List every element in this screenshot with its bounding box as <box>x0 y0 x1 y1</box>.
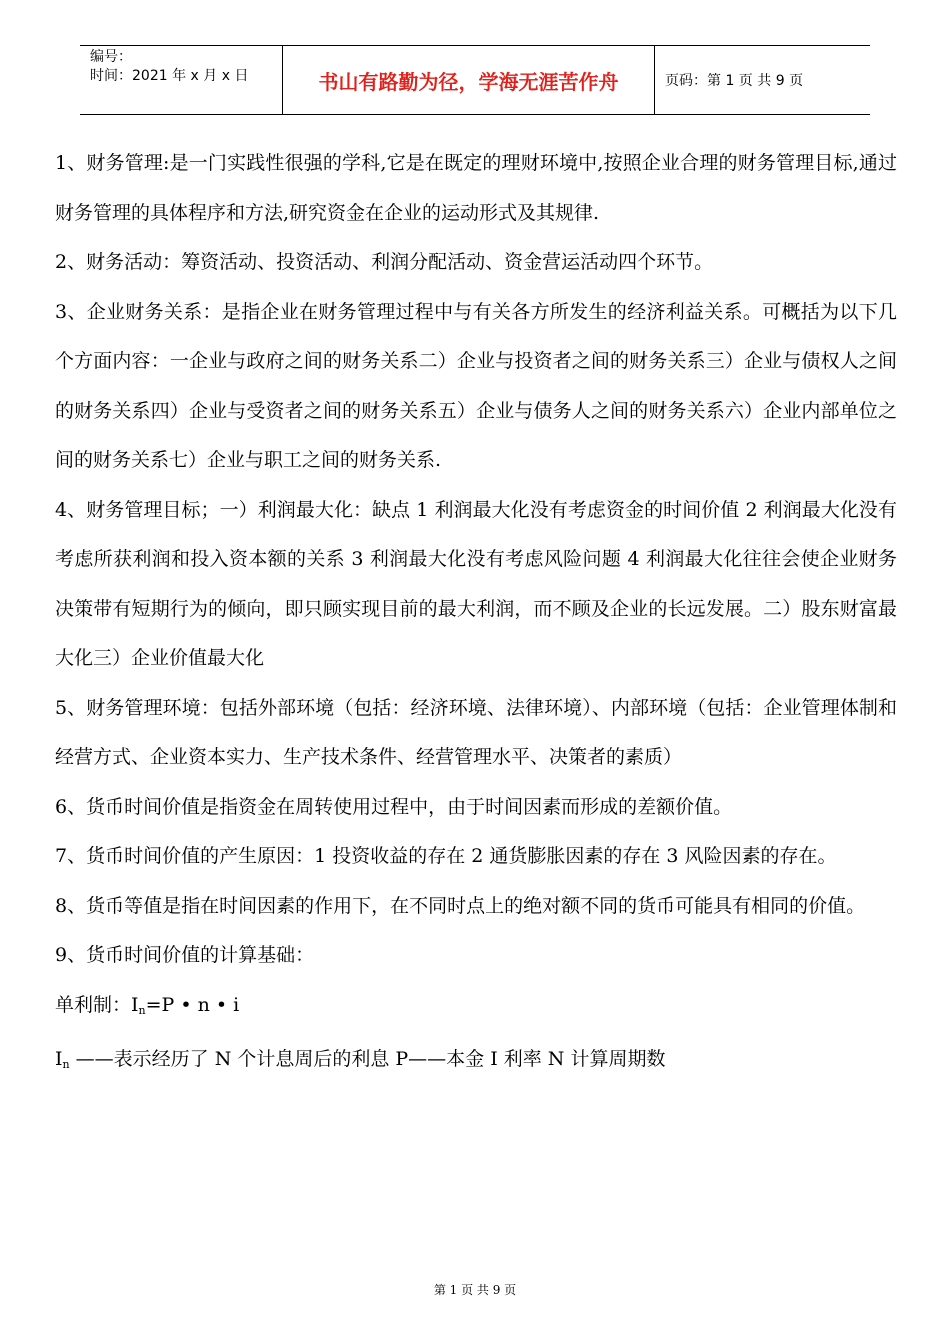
simple-interest-formula <box>55 981 897 1036</box>
paragraph-6: 6、货币时间价值是指资金在周转使用过程中，由于时间因素而形成的差额价值。 <box>55 795 733 818</box>
formula-subscript: n <box>138 1003 146 1017</box>
number-label: 编号： <box>90 49 132 65</box>
legend-text: ——表示经历了 N 个计息周后的利息 P——本金 I 利率 N 计算周期数 <box>69 1048 666 1070</box>
formula-prefix: 单利制：I <box>55 993 139 1016</box>
date-line: 时间：2021 年 x 月 x 日 <box>90 68 249 84</box>
paragraph-2: 2、财务活动：筹资活动、投资活动、利润分配活动、资金营运活动四个环节。 <box>55 251 714 273</box>
page-footer: 第 1 页 共 9 页 <box>433 1283 517 1297</box>
paragraph-1: 1、财务管理:是一门实践性很强的学科,它是在既定的理财环境中,按照企业合理的财务管理目标,通过财务管理的具体程序和方法,研究资金在企业的运动形式及其规律. <box>55 152 897 224</box>
document-header <box>80 45 870 115</box>
paragraph-5: 5、财务管理环境：包括外部环境（包括：经济环境、法律环境）、内部环境（包括：企业管理体制和经营方式、企业资本实力、生产技术条件、经营管理水平、决策者的素质） <box>55 696 897 768</box>
document-body <box>55 139 897 1090</box>
header-motto: 书山有路勤为径，学海无涯苦作舟 <box>282 46 655 114</box>
paragraph-8: 8、货币等值是指在时间因素的作用下，在不同时点上的绝对额不同的货币可能具有相同的价值。 <box>55 894 866 917</box>
paragraph-7: 7、货币时间价值的产生原因：1 投资收益的存在 2 通货膨胀因素的存在 3 风险因素的存在。 <box>55 845 837 867</box>
header-page-info: 页码：第 1 页 共 9 页 <box>665 73 804 89</box>
formula-rest: =P • n • i <box>145 993 240 1016</box>
paragraph-3: 3、企业财务关系：是指企业在财务管理过程中与有关各方所发生的经济利益关系。可概括为以下几个方面内容：一企业与政府之间的财务关系二）企业与投资者之间的财务关系三）企业与债权人之间的财务关系四）企业与受资者之间的财务关系五）企业与债务人之间的财务关系六）企业内部单位之间的财务关系七）企业与职工之间的财务关系. <box>55 300 897 471</box>
header-meta <box>80 46 282 114</box>
paragraph-4: 4、财务管理目标；一）利润最大化：缺点 1 利润最大化没有考虑资金的时间价值 2 利润最大化没有考虑所获利润和投入资本额的关系 3 利润最大化没有考虑风险问题 4 利润最大化往往会使企业财务决策带有短期行为的倾向，即只顾实现目前的最大利润，而不顾及企业的长远发展。二）股东财富最大化三）企业价值最大化 <box>55 498 897 669</box>
formula-legend <box>55 1035 897 1090</box>
paragraph-9: 9、货币时间价值的计算基础： <box>55 944 315 966</box>
legend-symbol: I <box>55 1048 63 1070</box>
legend-subscript: n <box>62 1058 70 1071</box>
